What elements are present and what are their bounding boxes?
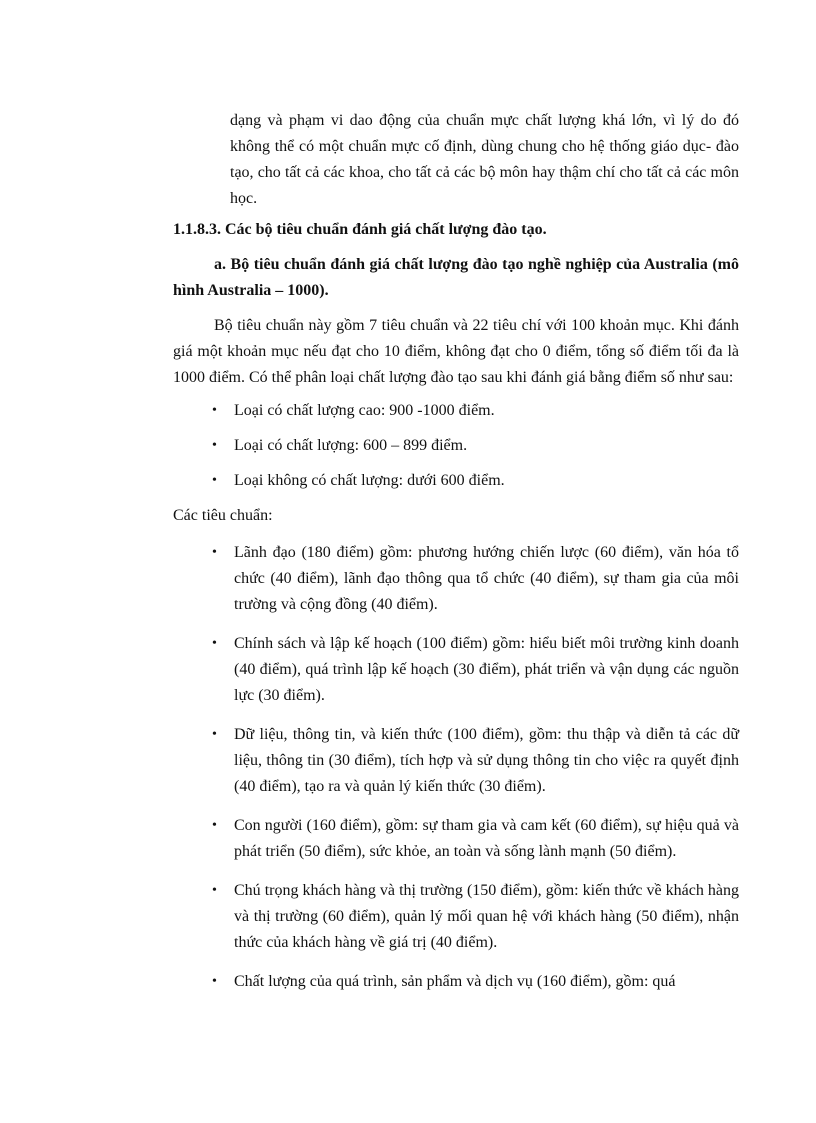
list-item xyxy=(173,969,739,995)
grade-text: Loại không có chất lượng: dưới 600 điểm. xyxy=(234,472,505,489)
criterion-text: Chú trọng khách hàng và thị trường (150 điểm), gồm: kiến thức về khách hàng và thị trường (60 điểm), quản lý mối quan hệ với khách hàng (50 điểm), nhận thức của khách hàng về giá trị (40 điểm). xyxy=(234,882,739,951)
bullet-icon: • xyxy=(212,545,217,560)
list-item xyxy=(173,398,739,424)
list-item xyxy=(173,540,739,618)
criterion-text: Chất lượng của quá trình, sản phẩm và dịch vụ (160 điểm), gồm: quá xyxy=(234,973,676,990)
grade-list xyxy=(173,398,739,494)
body-paragraph: Bộ tiêu chuẩn này gồm 7 tiêu chuẩn và 22 tiêu chí với 100 khoản mục. Khi đánh giá một khoản mục nếu đạt cho 10 điểm, không đạt cho 0 điểm, tổng số điểm tối đa là 1000 điểm. Có thể phân loại chất lượng đào tạo sau khi đánh giá bằng điểm số như sau: xyxy=(173,317,739,386)
criterion-text: Con người (160 điểm), gồm: sự tham gia và cam kết (60 điểm), sự hiệu quả và phát triển (50 điểm), sức khỏe, an toàn và sống lành mạnh (50 điểm). xyxy=(234,817,739,860)
criterion-text: Chính sách và lập kế hoạch (100 điểm) gồm: hiểu biết môi trường kinh doanh (40 điểm), quá trình lập kế hoạch (30 điểm), phát triển và vận dụng các nguồn lực (30 điểm). xyxy=(234,635,739,704)
criterion-text: Lãnh đạo (180 điểm) gồm: phương hướng chiến lược (60 điểm), văn hóa tổ chức (40 điểm), lãnh đạo thông qua tổ chức (40 điểm), sự tham gia của môi trường và cộng đồng (40 điểm). xyxy=(234,544,739,613)
subsection-heading: a. Bộ tiêu chuẩn đánh giá chất lượng đào tạo nghề nghiệp của Australia (mô hình Australia – 1000). xyxy=(173,256,739,299)
bullet-icon: • xyxy=(212,883,217,898)
list-item xyxy=(173,468,739,494)
page-content xyxy=(173,108,739,995)
list-item xyxy=(173,878,739,956)
bullet-icon: • xyxy=(212,636,217,651)
grade-text: Loại có chất lượng cao: 900 -1000 điểm. xyxy=(234,402,495,419)
bullet-icon: • xyxy=(212,727,217,742)
list-item xyxy=(173,813,739,865)
list-item xyxy=(173,722,739,800)
grade-text: Loại có chất lượng: 600 – 899 điểm. xyxy=(234,437,468,454)
bullet-icon: • xyxy=(212,473,217,488)
section-heading: 1.1.8.3. Các bộ tiêu chuẩn đánh giá chất lượng đào tạo. xyxy=(173,221,547,238)
criteria-list xyxy=(173,540,739,995)
criterion-text: Dữ liệu, thông tin, và kiến thức (100 điểm), gồm: thu thập và diễn tả các dữ liệu, thông tin (30 điểm), tích hợp và sử dụng thông tin cho việc ra quyết định (40 điểm), tạo ra và quản lý kiến thức (30 điểm). xyxy=(234,726,739,795)
intro-paragraph: dạng và phạm vi dao động của chuẩn mực chất lượng khá lớn, vì lý do đó không thể có một chuẩn mực cố định, dùng chung cho hệ thống giáo dục- đào tạo, cho tất cả các khoa, cho tất cả các bộ môn hay thậm chí cho tất cả các môn học. xyxy=(230,112,739,207)
list-item xyxy=(173,433,739,459)
bullet-icon: • xyxy=(212,974,217,989)
criteria-label: Các tiêu chuẩn: xyxy=(173,507,273,524)
bullet-icon: • xyxy=(212,438,217,453)
bullet-icon: • xyxy=(212,818,217,833)
bullet-icon: • xyxy=(212,403,217,418)
list-item xyxy=(173,631,739,709)
